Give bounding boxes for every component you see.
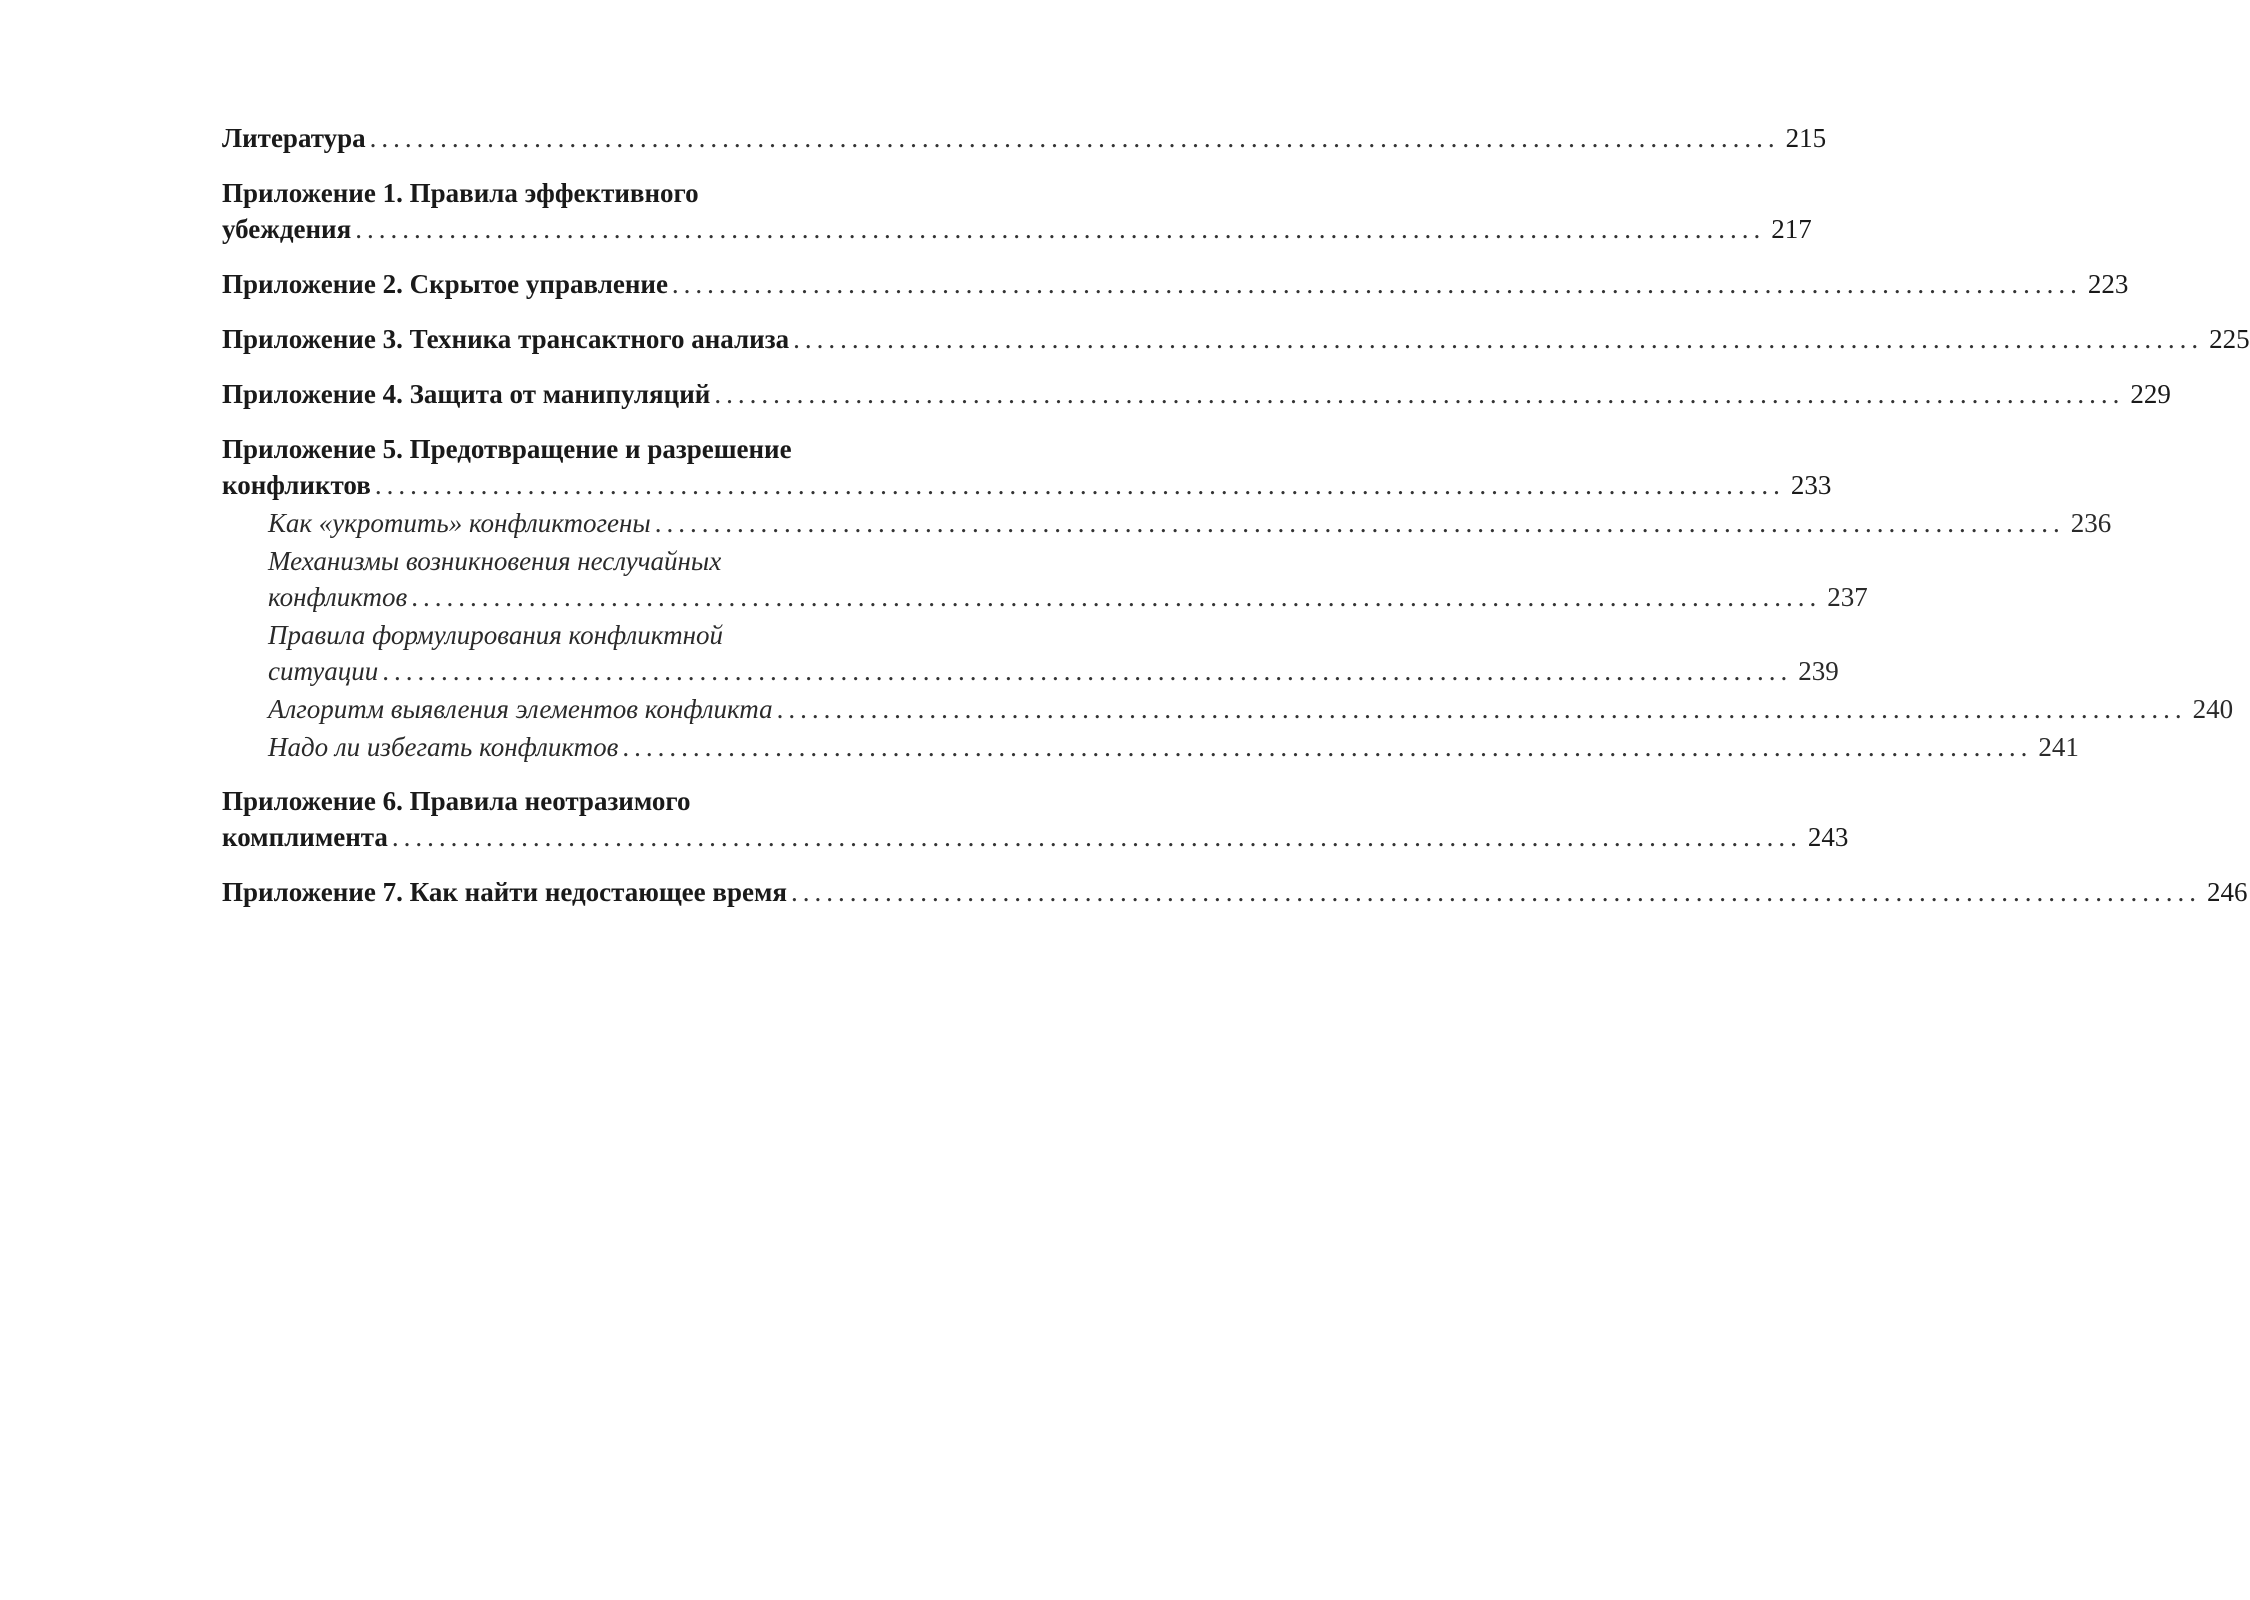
toc-entry-title-continuation: комплимента <box>222 822 388 852</box>
toc-subentry-algorithm[interactable] <box>222 691 2234 727</box>
toc-subentry-mechanisms[interactable] <box>222 543 1868 615</box>
toc-entry-appendix-5[interactable] <box>222 431 1832 503</box>
page-number: 246 <box>2206 877 2248 907</box>
dot-leader: ........................................................................................................................ <box>355 214 1766 244</box>
toc-entry-title-line: Приложение 6. Правила неотразимого <box>222 786 691 816</box>
dot-leader: ........................................................................................................................ <box>622 732 2033 762</box>
toc-entry-title: Приложение 7. Как найти недостающее время <box>222 877 787 907</box>
toc-subentry-title: Надо ли избегать конфликтов <box>268 732 619 762</box>
toc-line <box>222 376 2171 412</box>
page-number: 225 <box>2209 324 2250 354</box>
toc-line <box>268 579 1868 615</box>
page-number: 217 <box>1771 214 1812 244</box>
toc-subentry-title-line: Механизмы возникновения неслучайных <box>268 546 722 576</box>
dot-leader: ........................................................................................................................ <box>714 379 2125 409</box>
toc-subentry-conflictogens[interactable] <box>222 505 2112 541</box>
toc-subentry-title-continuation: ситуации <box>268 656 379 686</box>
page-number: 239 <box>1798 656 1839 686</box>
toc-entry-title: Приложение 2. Скрытое управление <box>222 269 668 299</box>
toc-entry-appendix-7[interactable] <box>222 874 2248 910</box>
dot-leader: ........................................................................................................................ <box>671 269 2082 299</box>
page-number: 241 <box>2038 732 2079 762</box>
page-number: 237 <box>1827 582 1868 612</box>
page-number: 236 <box>2070 508 2112 538</box>
dot-leader: ........................................................................................................................ <box>369 123 1780 153</box>
dot-leader: ........................................................................................................................ <box>382 656 1793 686</box>
toc-line <box>268 729 2079 765</box>
toc-entry-title: Приложение 3. Техника трансактного анализа <box>222 324 790 354</box>
toc-line <box>268 691 2234 727</box>
dot-leader: ........................................................................................................................ <box>793 324 2204 354</box>
toc-entry-title-continuation: конфликтов <box>222 470 371 500</box>
toc-line <box>222 211 1812 247</box>
toc-subentry-title-continuation: конфликтов <box>268 582 408 612</box>
page-number: 243 <box>1807 822 1849 852</box>
toc-entry-appendix-3[interactable] <box>222 321 2250 357</box>
page-number: 223 <box>2087 269 2129 299</box>
toc-line <box>222 120 1827 156</box>
toc-line <box>222 321 2250 357</box>
toc-line <box>222 819 1849 855</box>
toc-entry-title-line: Приложение 5. Предотвращение и разрешение <box>222 434 792 464</box>
table-of-contents <box>222 120 2250 929</box>
toc-entry-title-line: Приложение 1. Правила эффективного <box>222 178 699 208</box>
dot-leader: ........................................................................................................................ <box>411 582 1822 612</box>
toc-entry-literature[interactable] <box>222 120 1827 156</box>
toc-line <box>268 505 2112 541</box>
toc-entry-title: Приложение 4. Защита от манипуляций <box>222 379 711 409</box>
dot-leader: ........................................................................................................................ <box>654 508 2065 538</box>
toc-entry-appendix-4[interactable] <box>222 376 2171 412</box>
toc-line <box>222 266 2129 302</box>
toc-entry-appendix-6[interactable] <box>222 783 1849 855</box>
toc-subentry-avoid-conflicts[interactable] <box>222 729 2079 765</box>
toc-entry-appendix-1[interactable] <box>222 175 1812 247</box>
toc-line <box>268 653 1839 689</box>
toc-line <box>222 467 1832 503</box>
dot-leader: ........................................................................................................................ <box>374 470 1785 500</box>
dot-leader: ........................................................................................................................ <box>391 822 1802 852</box>
toc-subentry-title: Как «укротить» конфликтогены <box>268 508 651 538</box>
dot-leader: ........................................................................................................................ <box>790 877 2201 907</box>
page-number: 215 <box>1785 123 1827 153</box>
page-number: 240 <box>2192 694 2234 724</box>
toc-line <box>222 874 2248 910</box>
toc-subentry-title: Алгоритм выявления элементов конфликта <box>268 694 773 724</box>
page-number: 229 <box>2130 379 2171 409</box>
toc-entry-title-continuation: убеждения <box>222 214 352 244</box>
toc-subentry-title-line: Правила формулирования конфликтной <box>268 620 723 650</box>
toc-entry-title: Литература <box>222 123 366 153</box>
toc-entry-appendix-2[interactable] <box>222 266 2129 302</box>
toc-subentry-formulation-rules[interactable] <box>222 617 1839 689</box>
dot-leader: ........................................................................................................................ <box>776 694 2187 724</box>
page-number: 233 <box>1790 470 1832 500</box>
